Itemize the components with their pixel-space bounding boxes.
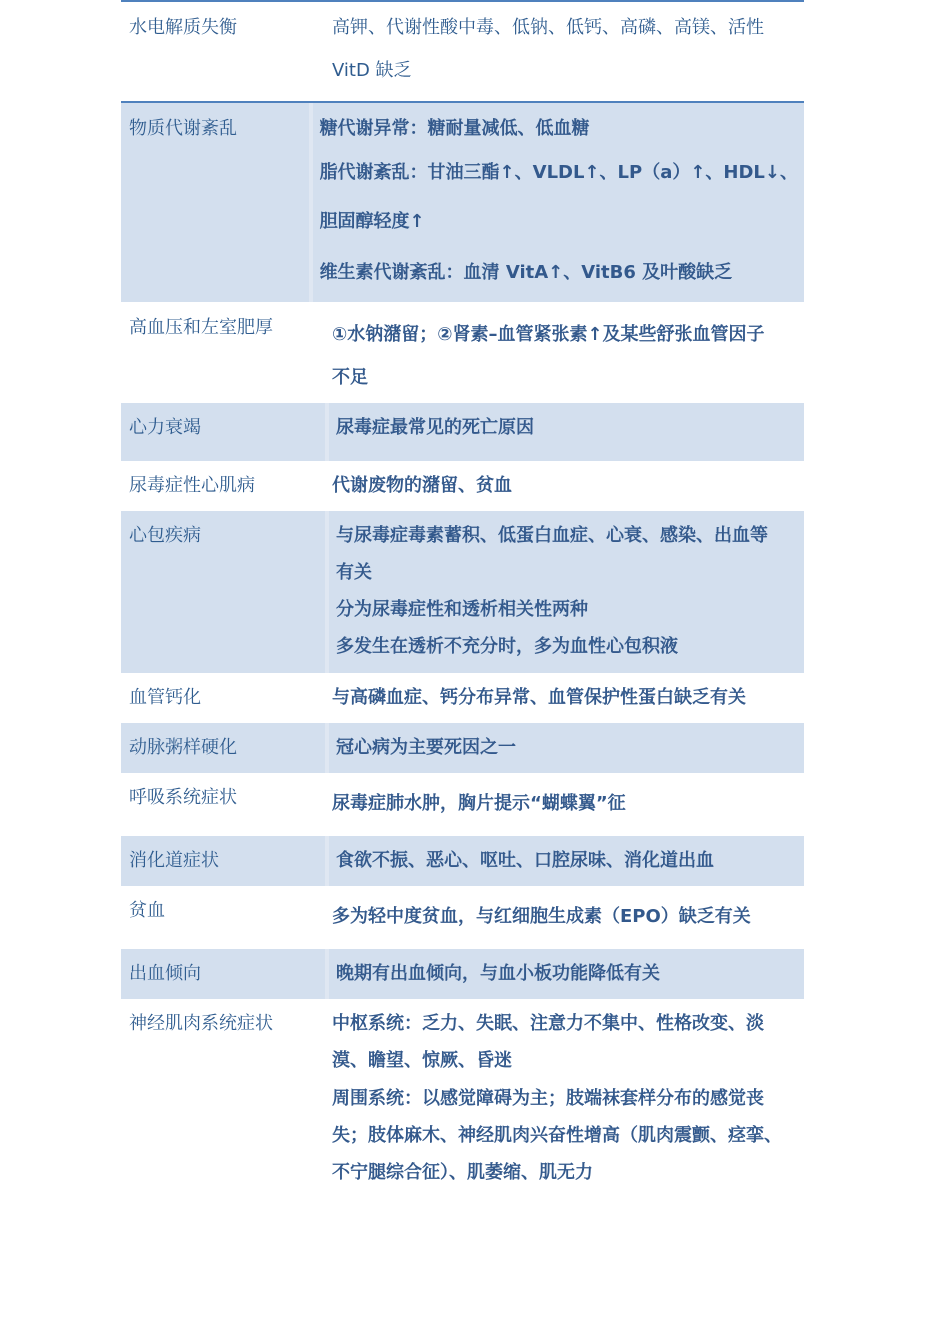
content-line: 糖代谢异常：糖耐量减低、低血糖 (319, 118, 590, 139)
table-row (121, 403, 804, 461)
row-label (121, 723, 325, 773)
content-line: 周围系统：以感觉障碍为主；肢端袜套样分布的感觉丧 (332, 1088, 764, 1109)
row-label (121, 999, 325, 1199)
label-text: 神经肌肉系统症状 (129, 1013, 273, 1034)
table-row (121, 999, 804, 1199)
label-text: 物质代谢紊乱 (129, 118, 237, 139)
content-line: 脂代谢紊乱：甘油三酯↑、VLDL↑、LP（a）↑、HDL↓、 (319, 162, 798, 183)
row-label (121, 836, 325, 886)
table-row (121, 886, 804, 949)
content-line: 不足 (332, 367, 368, 388)
row-label (121, 511, 325, 673)
label-text: 心包疾病 (129, 525, 201, 546)
row-label (121, 949, 325, 999)
table-row (121, 302, 804, 403)
row-label (121, 2, 325, 101)
content-line: 与高磷血症、钙分布异常、血管保护性蛋白缺乏有关 (332, 687, 746, 708)
content-line: 维生素代谢紊乱：血清 VitA↑、VitB6 及叶酸缺乏 (319, 262, 733, 283)
table-row (121, 723, 804, 773)
row-content (325, 403, 804, 461)
content-line: 代谢废物的潴留、贫血 (332, 475, 512, 496)
label-text: 贫血 (129, 900, 165, 921)
row-content (325, 673, 804, 723)
table-row (121, 101, 804, 302)
content-line: VitD 缺乏 (332, 60, 412, 81)
label-text: 高血压和左室肥厚 (129, 317, 273, 338)
content-line: 胆固醇轻度↑ (319, 211, 425, 232)
row-label (121, 461, 325, 511)
label-text: 出血倾向 (129, 963, 201, 984)
content-line: 中枢系统：乏力、失眠、注意力不集中、性格改变、淡 (332, 1013, 764, 1034)
row-content (325, 773, 804, 836)
row-label (121, 103, 309, 302)
label-text: 血管钙化 (129, 687, 201, 708)
content-line: 不宁腿综合征）、肌萎缩、肌无力 (332, 1162, 593, 1183)
content-line: 高钾、代谢性酸中毒、低钠、低钙、高磷、高镁、活性 (332, 17, 764, 38)
label-text: 水电解质失衡 (129, 17, 237, 38)
content-line: 分为尿毒症性和透析相关性两种 (336, 599, 588, 620)
table-row (121, 836, 804, 886)
table-row (121, 511, 804, 673)
content-line: 与尿毒症毒素蓄积、低蛋白血症、心衰、感染、出血等 (336, 525, 768, 546)
content-line: 有关 (336, 562, 372, 583)
content-line: 冠心病为主要死因之一 (336, 737, 516, 758)
table-row (121, 461, 804, 511)
table-row (121, 673, 804, 723)
label-text: 消化道症状 (129, 850, 219, 871)
label-text: 心力衰竭 (129, 417, 201, 438)
row-content (325, 511, 804, 673)
row-label (121, 673, 325, 723)
content-line: 失；肢体麻木、神经肌肉兴奋性增高（肌肉震颤、痉挛、 (332, 1125, 782, 1146)
table-row (121, 773, 804, 836)
content-line: 尿毒症最常见的死亡原因 (336, 417, 534, 438)
row-content (325, 886, 804, 949)
row-content (325, 836, 804, 886)
row-content (325, 999, 804, 1199)
row-content (325, 2, 804, 101)
label-text: 尿毒症性心肌病 (129, 475, 255, 496)
row-content (325, 461, 804, 511)
symptom-table (121, 0, 804, 1199)
content-line: ①水钠潴留；②肾素–血管紧张素↑及某些舒张血管因子 (332, 324, 765, 345)
row-label (121, 403, 325, 461)
table-row (121, 949, 804, 999)
content-line: 尿毒症肺水肿，胸片提示“蝴蝶翼”征 (332, 793, 626, 814)
content-line: 多为轻中度贫血，与红细胞生成素（EPO）缺乏有关 (332, 906, 751, 927)
table-row (121, 2, 804, 101)
content-line: 食欲不振、恶心、呕吐、口腔尿味、消化道出血 (336, 850, 714, 871)
row-content (325, 723, 804, 773)
label-text: 动脉粥样硬化 (129, 737, 237, 758)
row-label (121, 886, 325, 949)
content-line: 晚期有出血倾向，与血小板功能降低有关 (336, 963, 660, 984)
row-label (121, 773, 325, 836)
row-label (121, 302, 325, 403)
row-content (325, 949, 804, 999)
content-line: 多发生在透析不充分时，多为血性心包积液 (336, 636, 678, 657)
row-content (325, 302, 804, 403)
row-content (309, 103, 804, 302)
label-text: 呼吸系统症状 (129, 787, 237, 808)
content-line: 漠、瞻望、惊厥、昏迷 (332, 1050, 512, 1071)
